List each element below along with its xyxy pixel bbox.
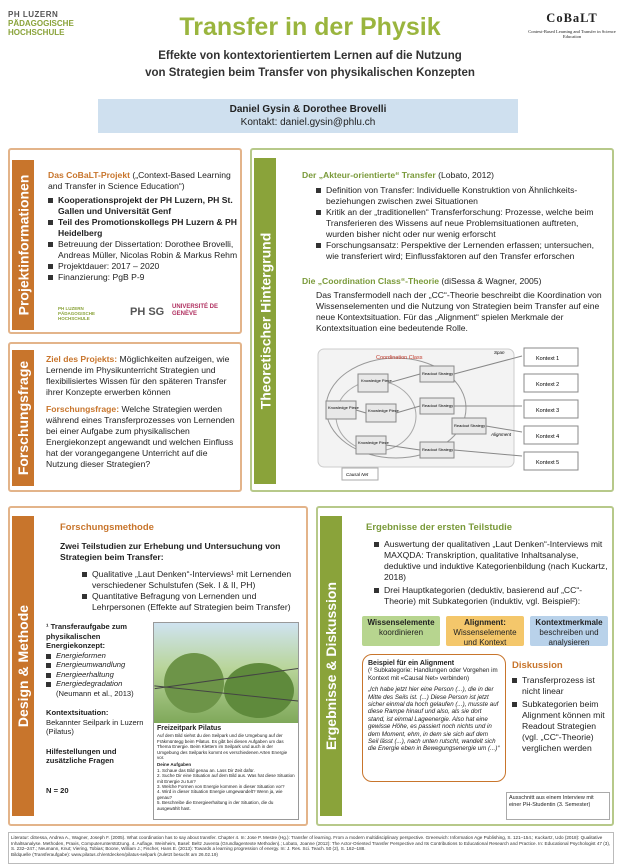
interview-note: Ausschnitt aus einem Interview mit einer PH-Studentin (3. Semester) [506, 792, 610, 820]
example-quote: „Ich habe jetzt hier eine Person (...), die in der Mitte des Seils ist. (...) Diese Person ist jetzt sicher einmal da hoch gelaufen (...), musste auf diese Rampe hinauf und also, als sie dort stand, ist einmal Lageenergie. Also hat eine gewisse Höhe, es passiert noch nichts und in dem Moment, ehm, in dem sie sich auf dem Seil lässt (...), nach unten rutscht, wandelt sich die Energie eben in Bewegungsenergie um (...)“ [368, 686, 500, 753]
diskussion-list [512, 675, 610, 754]
category-wissenselemente [362, 616, 440, 646]
diskussion [512, 660, 610, 754]
list-item: Transferprozess ist nicht linear [512, 675, 610, 697]
frage-label: Forschungsfrage: [46, 404, 120, 414]
cobalt-logo [528, 11, 616, 39]
author-bar [98, 99, 518, 133]
knowledge-piece-3 [366, 404, 396, 422]
kp-label: Knowledge Piece [361, 378, 392, 383]
task-heading: ¹ Transferaufgabe zum physikalischen Energiekonzept: [46, 622, 128, 650]
cobalt-logo-subtitle: Context-Based Learning and Transfer in Science Education [528, 29, 616, 39]
knowledge-piece-4 [356, 436, 386, 454]
theorie-tab [254, 158, 276, 484]
task-reference: (Neumann et al., 2013) [56, 688, 134, 698]
ergebnisse-heading: Ergebnisse der ersten Teilstudie [366, 522, 513, 533]
list-item: Energieformen [46, 651, 150, 661]
ziel-label: Ziel des Projekts: [46, 354, 118, 364]
kp-label: Knowledge Piece [358, 440, 389, 445]
task-sheet [153, 622, 299, 820]
category-text: beschreiben und analysieren [539, 628, 599, 647]
rs-label: Readout Strategy [454, 423, 486, 428]
task-sheet-text [154, 723, 298, 814]
unige-logo: UNIVERSITÉ DE GENÈVE [172, 304, 219, 317]
park-question: 5. Beschreibe die Energieerhaltung in der Situation, die du ausgewählt hast. [157, 800, 274, 811]
literature-text: Literatur: diSessa, Andrea A., Wagner, Joseph F. (2005). What coordination has to say about transfer. Chapter 4. In: Jose P. Mestre (Hg.): Transfer of learning. From a modern multidisciplinary perspective. Greenwich: Information Age Publishing, S. 121–154.; Kuckartz, Udo (2018): Qualitative Inhaltsanalyse. Methoden, Praxis, Computerunterstützung. 4. Auflage. Weinheim, Basel: Beltz Juventa (Grundlagentexte Methoden).; Lobato, Joanne (2012): The Actor-Oriented Transfer Perspective and Its Contributions to Educational Research and Practice. In: Educational Psychologist 47 (3), S. 232–247.; Neumann, Knut; Viering, Tobias; Boone, William J.; Fischer, Hans E. (2013): Towards a learning progression of energy. In: J. Res. Sci. Teach. 50 (2), S. 162–188. [11, 835, 611, 852]
park-question: 2. Suche Dir eine Situation auf dem Bild aus. Was hat diese Situation mit Energie zu tun? [157, 773, 295, 784]
theorie-heading-2-ref: (diSessa & Wagner, 2005) [439, 276, 542, 286]
context-label: Kontext 2 [536, 382, 560, 388]
task-list [46, 651, 150, 689]
rs-label: Readout Strategy [422, 371, 454, 376]
list-item: Qualitative „Laut Denken“-Interviews¹ mit Lernenden verschiedener Schulstufen (Sek. I & II, PH) [82, 569, 302, 591]
rs-label: Readout Strategy [422, 447, 454, 452]
list-item: Energiedegradation [46, 679, 150, 689]
ergebnisse-tab [320, 516, 342, 816]
theorie-list [316, 185, 608, 262]
projekt-tab-label: Projektinformationen [15, 174, 32, 316]
list-item: Auswertung der qualitativen „Laut Denken“-Interviews mit MAXQDA: Transkription, qualitative Inhaltsanalyse, deduktive und induktive Kategorienbildung (nach Kuckartz, 2018) [374, 539, 608, 583]
phsg-logo: PH SG [130, 306, 165, 318]
list-item: Projektdauer: 2017 – 2020 [48, 261, 238, 272]
category-title: Alignment: [464, 618, 506, 627]
sample-size: N = 20 [46, 785, 69, 795]
list-item: Energieumwandlung [46, 660, 150, 670]
list-item: Forschungsansatz: Perspektive der Lernenden erfassen; untersuchen, wie transferiert wird; Einflussfaktoren auf den Transfer erforschen [316, 240, 608, 262]
projekt-content [48, 170, 238, 283]
logo-line: PÄDAGOGISCHE [8, 19, 74, 28]
subtitle-line-1: Effekte von kontextorientiertem Lernen auf die Nutzung [158, 50, 462, 62]
example-box [362, 654, 506, 782]
logo-line: HOCHSCHULE [8, 28, 65, 37]
example-heading: Beispiel für ein Alignment [368, 660, 455, 667]
context-label: Kontext 3 [536, 408, 560, 414]
frage-tab [12, 350, 34, 486]
hilfe-text: Hilfestellungen und zusätzliche Fragen [46, 746, 117, 765]
design-heading: Forschungsmethode [60, 522, 154, 533]
ergebnisse-tab-label: Ergebnisse & Diskussion [323, 581, 339, 751]
context-label: Kontext 4 [536, 434, 560, 440]
frage-content [46, 354, 238, 470]
theorie-heading-2: Die „Coordination Class“-Theorie [302, 276, 440, 286]
category-text: koordinieren [378, 628, 424, 637]
design-tab-label: Design & Methode [15, 604, 31, 728]
design-intro: Zwei Teilstudien zur Erhebung und Untersuchung von Strategien beim Transfer: [60, 541, 281, 562]
category-text: Wissenselemente und Kontext [453, 628, 517, 647]
logo-line: PH LUZERN [8, 10, 59, 19]
list-item: Energieerhaltung [46, 670, 150, 680]
design-content [46, 522, 302, 613]
image-source: Bildquelle (Transferaufgabe): www.pilatus.ch/entdecken/pilatus-seilpark (zuletzt besucht am 26.02.19) [11, 851, 218, 857]
phlu-logo-small: PH LUZERN PÄDAGOGISCHE HOCHSCHULE [58, 306, 96, 321]
theorie-heading-1-ref: (Lobato, 2012) [435, 170, 495, 180]
kontext-heading: Kontextsituation: [46, 708, 109, 717]
projekt-heading: Das CoBaLT-Projekt [48, 170, 130, 180]
context-label: Kontext 5 [536, 460, 560, 466]
theorie-content [302, 170, 608, 334]
kontext-text: Bekannter Seilpark in Luzern (Pilatus) [46, 717, 144, 736]
frage-tab-label: Forschungsfrage [15, 360, 32, 476]
rs-label: Readout Strategy [422, 403, 454, 408]
design-tab [12, 516, 34, 816]
ergebnisse-content [358, 522, 608, 607]
category-title: Kontextmerkmale [535, 618, 603, 627]
knowledge-piece-1 [358, 374, 388, 392]
author-contact: Kontakt: daniel.gysin@phlu.ch [240, 117, 376, 128]
list-item: Finanzierung: PgB P-9 [48, 272, 238, 283]
list-item: Subkategorien beim Alignment können mit Readout Strategien (vgl. „CC“-Theorie) verglichen werden [512, 699, 610, 754]
ph-luzern-logo [8, 10, 80, 37]
ergebnisse-list [374, 539, 608, 607]
knowledge-piece-2 [326, 401, 356, 419]
list-item: Kritik an der „traditionellen“ Transferforschung: Prozesse, welche beim Transferieren des Wissens auf neue Problemsituationen auftreten, wurden bisher nicht oder nur wenig erforscht [316, 207, 608, 240]
list-item: Drei Hauptkategorien (deduktiv, basierend auf „CC“-Theorie) mit Subkategorien (induktiv, vgl. Beispiel²): [374, 585, 608, 607]
theorie-paragraph: Das Transfermodell nach der „CC“-Theorie beschreibt die Koordination von Wissenselementen und die Nutzung von Strategien beim Transfer auf eine neue Kontextsituation. Für das „Alignment“ spielen Merkmale der Kontextsituation eine bedeutende Rolle. [316, 290, 602, 333]
tree-shape [224, 663, 294, 718]
span-label: Span [494, 350, 505, 355]
category-alignment [446, 616, 524, 646]
park-question: 3. Welche Formen von Energie kommen in dieser Situation vor? [157, 784, 285, 790]
list-item: Definition von Transfer: Individuelle Konstruktion von Ähnlichkeits-beziehungen zwischen zwei Situationen [316, 185, 608, 207]
projekt-heading-rest: („Context-Based Learning and Transfer in Science Education“) [48, 170, 231, 191]
task-description [46, 622, 150, 795]
example-subcategory: (² Subkategorie: Handlungen oder Vorgehen im Kontext mit «Causal Net» verbinden) [368, 667, 498, 682]
frage-text: Welche Strategien werden während eines Transferprozesses von Lernenden bei einer Aufgabe zum physikalischen Energiekonzept angewandt und welchen Einfluss hat der vorangegangene Unterricht auf die Nutzung dieser Strategien? [46, 404, 235, 469]
theorie-heading-1: Der „Akteur-orientierte“ Transfer [302, 170, 436, 180]
poster-title: Transfer in der Physik [179, 13, 441, 41]
subtitle-line-2: von Strategien beim Transfer von physikalischen Konzepten [145, 67, 475, 79]
park-title: Freizeitpark Pilatus [157, 725, 222, 732]
design-list [82, 569, 302, 613]
cc-label: Coordination Class [376, 355, 423, 361]
park-questions-heading: Deine Aufgaben [157, 762, 192, 768]
causal-net-label: Causal Net [346, 472, 369, 477]
category-kontextmerkmale [530, 616, 608, 646]
context-label: Kontext 1 [536, 356, 560, 362]
seilpark-image [154, 623, 298, 723]
ziel-text: Möglichkeiten aufzeigen, wie Lernende im Physikunterricht Strategien und flexibilisiertes Wissen für den späteren Transfer ihrer Konzepte erwerben können [46, 354, 230, 397]
list-item: Betreuung der Dissertation: Dorothee Brovelli, Andreas Müller, Nicolas Robin & Markus Rehm [48, 239, 238, 261]
theorie-tab-label: Theoretischer Hintergrund [257, 232, 273, 410]
projekt-tab [12, 160, 34, 330]
category-title: Wissenselemente [367, 618, 435, 627]
park-question: 4. Wird in dieser Situation Energie umgewandelt? Wenn ja, wie genau? [157, 789, 283, 800]
list-item: Kooperationsprojekt der PH Luzern, PH St. Gallen und Universität Genf [48, 195, 238, 217]
kp-label: Knowledge Piece [368, 408, 399, 413]
kp-label: Knowledge Piece [328, 405, 359, 410]
coordination-class-diagram [316, 346, 580, 482]
list-item: Teil des Promotionskollegs PH Luzern & PH Heidelberg [48, 217, 238, 239]
list-item: Quantitative Befragung von Lernenden und Lehrpersonen (Effekte auf Strategien beim Transfer) [82, 591, 302, 613]
references-footer [8, 832, 614, 864]
cobalt-logo-text: CoBaLT [546, 11, 598, 25]
author-names: Daniel Gysin & Dorothee Brovelli [229, 104, 387, 115]
diskussion-heading: Diskussion [512, 660, 563, 671]
park-question: 1. Schaue das Bild genau an. Lass Dir Zeit dafür. [157, 767, 255, 773]
projekt-list [48, 195, 238, 283]
alignment-label: Alignment [491, 432, 512, 437]
park-text: Auf dem Bild siehst du den Seilpark und die Umgebung auf der Fräkmüntegg beim Pilatus. Es gibt bei diesen Aufgaben um das Thema Energie. Beim Klettern im Seilpark und auch in der Umgebung des Seilparks kommt es verschiedenen Arten Energie vor. [157, 733, 288, 761]
